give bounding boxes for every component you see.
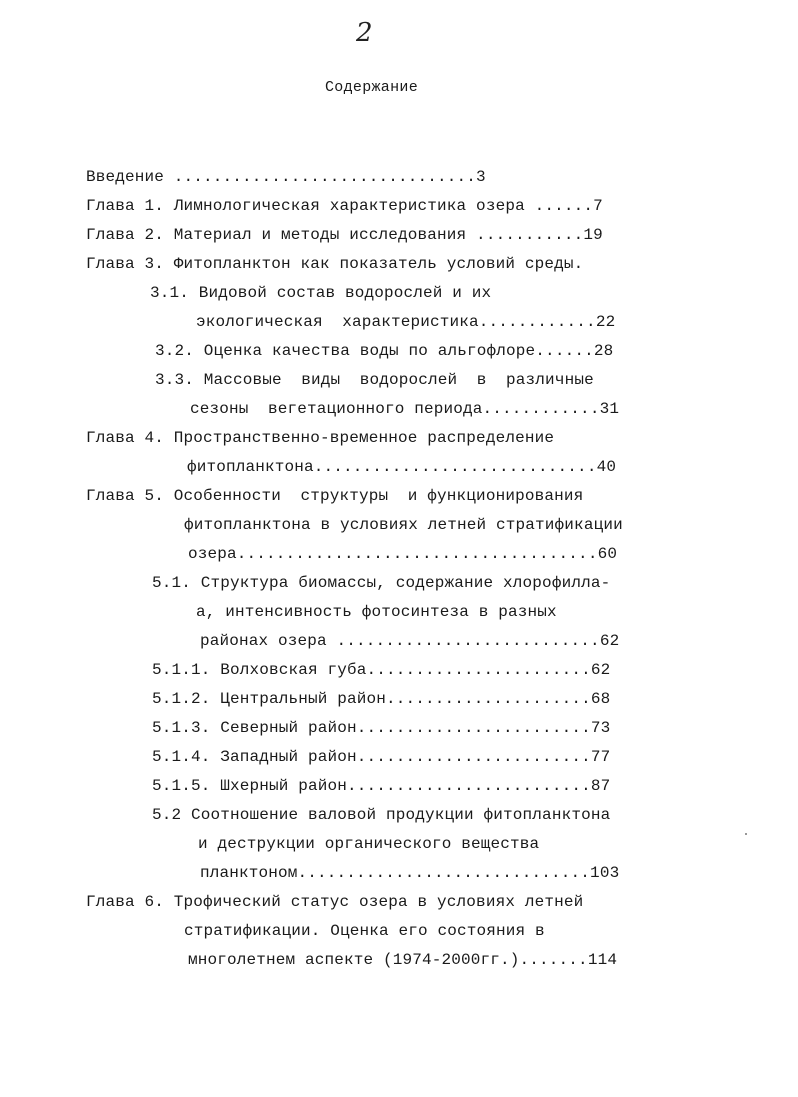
toc-line: Глава 3. Фитопланктон как показатель условий среды. [86, 255, 584, 273]
toc-line: 5.2 Соотношение валовой продукции фитопланктона [152, 806, 611, 824]
toc-line: фитопланктона в условиях летней стратификации [184, 516, 623, 534]
page-number: 2 [356, 18, 373, 48]
toc-line: Введение ...............................3 [86, 168, 486, 186]
toc-line: 3.2. Оценка качества воды по альгофлоре......28 [155, 342, 614, 360]
toc-line: а, интенсивность фотосинтеза в разных [196, 603, 557, 621]
scan-speck [745, 833, 747, 835]
toc-line: 5.1.3. Северный район........................73 [152, 719, 611, 737]
toc-line: и деструкции органического вещества [198, 835, 540, 853]
toc-line: 3.3. Массовые виды водорослей в различные [155, 371, 594, 389]
toc-line: планктоном..............................103 [200, 864, 620, 882]
toc-line: Глава 6. Трофический статус озера в условиях летней [86, 893, 584, 911]
toc-line: 5.1.1. Волховская губа.......................62 [152, 661, 611, 679]
toc-line: фитопланктона.............................40 [187, 458, 617, 476]
toc-line: Глава 1. Лимнологическая характеристика озера ......7 [86, 197, 603, 215]
toc-line: 5.1.4. Западный район........................77 [152, 748, 611, 766]
page-title: Содержание [325, 79, 419, 96]
toc-line: Глава 2. Материал и методы исследования ...........19 [86, 226, 603, 244]
toc-line: стратификации. Оценка его состояния в [184, 922, 545, 940]
toc-line: 3.1. Видовой состав водорослей и их [150, 284, 492, 302]
toc-line: районах озера ...........................62 [200, 632, 620, 650]
toc-line: сезоны вегетационного периода............31 [190, 400, 620, 418]
toc-line: 5.1.5. Шхерный район.........................87 [152, 777, 611, 795]
toc-line: 5.1. Структура биомассы, содержание хлорофилла- [152, 574, 611, 592]
toc-line: озера.....................................60 [188, 545, 618, 563]
toc-line: Глава 4. Пространственно-временное распределение [86, 429, 555, 447]
toc-line: 5.1.2. Центральный район.....................68 [152, 690, 611, 708]
toc-line: Глава 5. Особенности структуры и функционирования [86, 487, 584, 505]
toc-line: экологическая характеристика............22 [196, 313, 616, 331]
toc-line: многолетнем аспекте (1974-2000гг.).......114 [188, 951, 618, 969]
